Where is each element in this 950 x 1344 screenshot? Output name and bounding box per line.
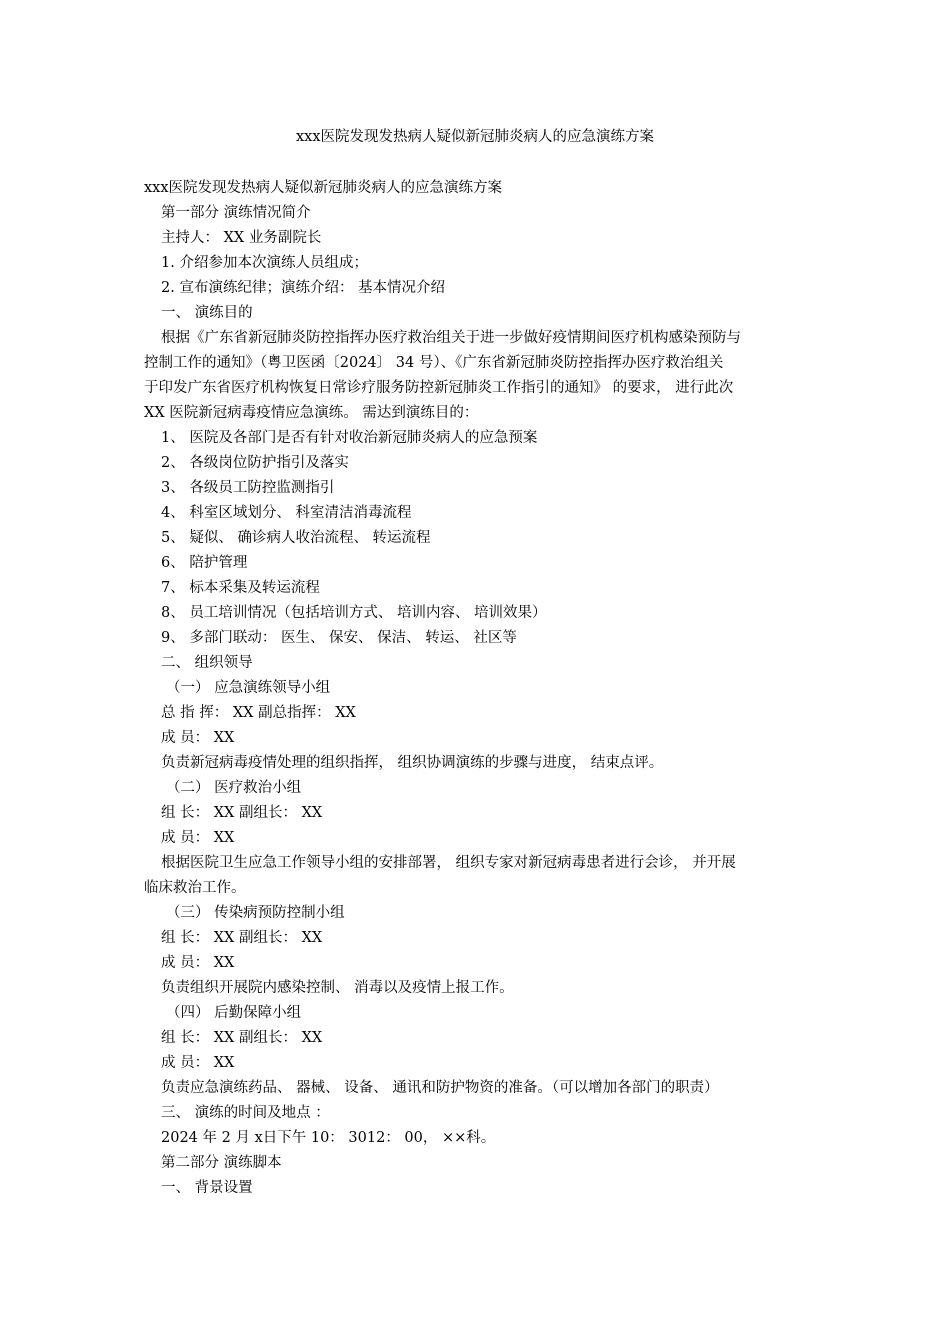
paragraph-line: 负责组织开展院内感染控制、 消毒以及疫情上报工作。 — [161, 980, 514, 996]
document-title: xxx医院发现发热病人疑似新冠肺炎病人的应急演练方案 — [295, 129, 655, 145]
paragraph-line: 于印发广东省医疗机构恢复日常诊疗服务防控新冠肺炎工作指引的通知》 的要求， 进行此次 — [144, 380, 734, 396]
section-heading: 一、 演练目的 — [161, 305, 253, 321]
paragraph-line: 临床救治工作。 — [144, 880, 246, 896]
member-line: 成 员： XX — [161, 830, 235, 846]
member-line: 组 长： XX 副组长： XX — [161, 805, 323, 821]
section-heading: 二、 组织领导 — [161, 655, 253, 671]
section-heading: 一、 背景设置 — [161, 1180, 253, 1196]
member-line: 总 指 挥： XX 副总指挥： XX — [161, 705, 356, 721]
list-item: 7、 标本采集及转运流程 — [161, 580, 320, 596]
paragraph-line: 根据医院卫生应急工作领导小组的安排部署， 组织专家对新冠病毒患者进行会诊， 并开展 — [161, 855, 736, 871]
document-body — [144, 176, 804, 1201]
member-line: 成 员： XX — [161, 955, 235, 971]
part-one-heading: 第一部分 演练情况简介 — [161, 205, 311, 221]
paragraph-line: XX 医院新冠病毒疫情应急演练。 需达到演练目的： — [144, 405, 479, 421]
list-item: 1. 介绍参加本次演练人员组成； — [161, 255, 368, 271]
paragraph-line: 控制工作的通知》（粤卫医函〔2024〕 34 号）、《广东省新冠肺炎防控指挥办医疗救治组关 — [144, 355, 724, 371]
list-item: 1、 医院及各部门是否有针对收治新冠肺炎病人的应急预案 — [161, 430, 538, 446]
subsection-heading: （一） 应急演练领导小组 — [166, 680, 331, 696]
member-line: 成 员： XX — [161, 730, 235, 746]
section-heading: 三、 演练的时间及地点 ： — [161, 1105, 330, 1121]
subsection-heading: （三） 传染病预防控制小组 — [166, 905, 345, 921]
list-item: 9、 多部门联动： 医生、 保安、 保洁、 转运、 社区等 — [161, 630, 517, 646]
member-line: 成 员： XX — [161, 1055, 235, 1071]
subsection-heading: （二） 医疗救治小组 — [166, 780, 302, 796]
list-item: 8、 员工培训情况（包括培训方式、 培训内容、 培训效果） — [161, 605, 547, 621]
list-item: 2. 宣布演练纪律；演练介绍： 基本情况介绍 — [161, 280, 446, 296]
list-item: 5、 疑似、 确诊病人收治流程、 转运流程 — [161, 530, 431, 546]
paragraph-line: 负责新冠病毒疫情处理的组织指挥， 组织协调演练的步骤与进度， 结束点评。 — [161, 755, 664, 771]
list-item: 4、 科室区域划分、 科室清洁消毒流程 — [161, 505, 412, 521]
schedule-line: 2024 年 2 月 x日下午 10： 3012： 00， ××科。 — [161, 1130, 496, 1146]
host-line: 主持人： XX 业务副院长 — [161, 230, 322, 246]
part-two-heading: 第二部分 演练脚本 — [161, 1155, 282, 1171]
paragraph-line: 负责应急演练药品、 器械、 设备、 通讯和防护物资的准备。（可以增加各部门的职责） — [161, 1080, 719, 1096]
list-item: 3、 各级员工防控监测指引 — [161, 480, 335, 496]
paragraph-line: 根据《广东省新冠肺炎防控指挥办医疗救治组关于进一步做好疫情期间医疗机构感染预防与 — [161, 330, 741, 346]
list-item: 6、 陪护管理 — [161, 555, 248, 571]
member-line: 组 长： XX 副组长： XX — [161, 930, 323, 946]
subsection-heading: （四） 后勤保障小组 — [166, 1005, 302, 1021]
plan-heading: xxx医院发现发热病人疑似新冠肺炎病人的应急演练方案 — [144, 180, 503, 196]
list-item: 2、 各级岗位防护指引及落实 — [161, 455, 349, 471]
member-line: 组 长： XX 副组长： XX — [161, 1030, 323, 1046]
